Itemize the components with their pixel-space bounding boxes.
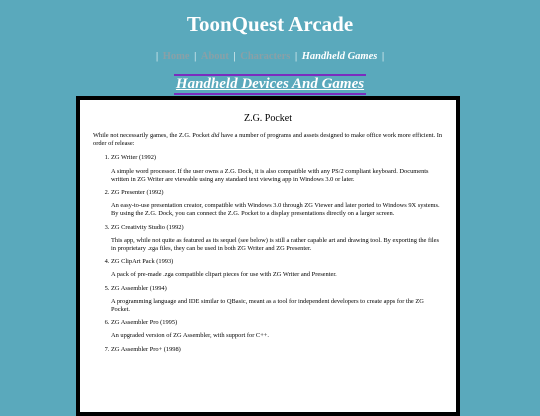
list-item <box>111 346 443 354</box>
nav-separator: | <box>233 51 236 62</box>
item-name: ZG Creativity Studio (1992) <box>111 223 184 231</box>
item-name: ZG Presenter (1992) <box>111 189 164 197</box>
item-description: An upgraded version of ZG Assembler, with support for C++. <box>111 332 269 340</box>
section-title-wrap <box>0 74 540 95</box>
list-item <box>111 258 443 279</box>
program-list <box>93 154 443 353</box>
item-name: ZG Assembler Pro (1995) <box>111 319 178 327</box>
list-item <box>111 224 443 254</box>
item-name: ZG Writer (1992) <box>111 154 157 162</box>
item-description: A pack of pre-made .zga compatible clipart pieces for use with ZG Writer and Presenter. <box>111 271 337 279</box>
intro-text-after: have a number of programs and assets designed to make office work more efficient. In order of release: <box>93 132 443 148</box>
item-name: ZG Assembler (1994) <box>111 284 167 292</box>
nav-link-about[interactable]: About <box>200 51 229 62</box>
nav-link-handheld-games[interactable]: Handheld Games <box>301 51 378 62</box>
nav-separator: | <box>194 51 197 62</box>
nav-link-home[interactable]: Home <box>162 51 190 62</box>
item-description: A programming language and IDE similar to QBasic, meant as a tool for independent developers to create apps for the ZG Pocket. <box>111 297 424 314</box>
nav-separator: | <box>295 51 298 62</box>
list-item <box>111 319 443 340</box>
list-item <box>111 189 443 219</box>
site-title: ToonQuest Arcade <box>186 12 354 36</box>
item-description: This app, while not quite as featured as its sequel (see below) is still a rather capable art and drawing tool. By exporting the files in proprietary .zga files, they can be used in both ZG Writer and ZG Presenter. <box>111 236 439 253</box>
nav-separator: | <box>155 51 159 62</box>
item-name: ZG ClipArt Pack (1993) <box>111 258 174 266</box>
list-item <box>111 285 443 315</box>
list-item <box>111 154 443 184</box>
intro-text-before: While not necessarily games, the Z.G. Pocket <box>93 132 212 139</box>
content-panel <box>76 96 460 416</box>
item-description: An easy-to-use presentation creator, compatible with Windows 3.0 through ZG Viewer and later ported to Windows 9X systems. By using the Z.G. Dock, you can connect the Z.G. Pocket to a display presentations directly on a larger screen. <box>111 202 440 218</box>
item-name: ZG Assembler Pro+ (1998) <box>111 345 181 353</box>
main-nav <box>0 51 540 62</box>
panel-heading: Z.G. Pocket <box>243 113 293 124</box>
intro-paragraph <box>93 132 443 148</box>
intro-emphasis: did <box>211 132 220 139</box>
nav-link-characters[interactable]: Characters <box>240 51 291 62</box>
nav-separator: | <box>381 51 385 62</box>
item-description: A simple word processor. If the user owns a Z.G. Dock, it is also compatible with any PS/2 compliant keyboard. Documents written in ZG Writer are viewable using any standard text viewing app in Windows 3.0 or later. <box>111 167 429 183</box>
section-title: Handheld Devices And Games <box>174 74 366 95</box>
